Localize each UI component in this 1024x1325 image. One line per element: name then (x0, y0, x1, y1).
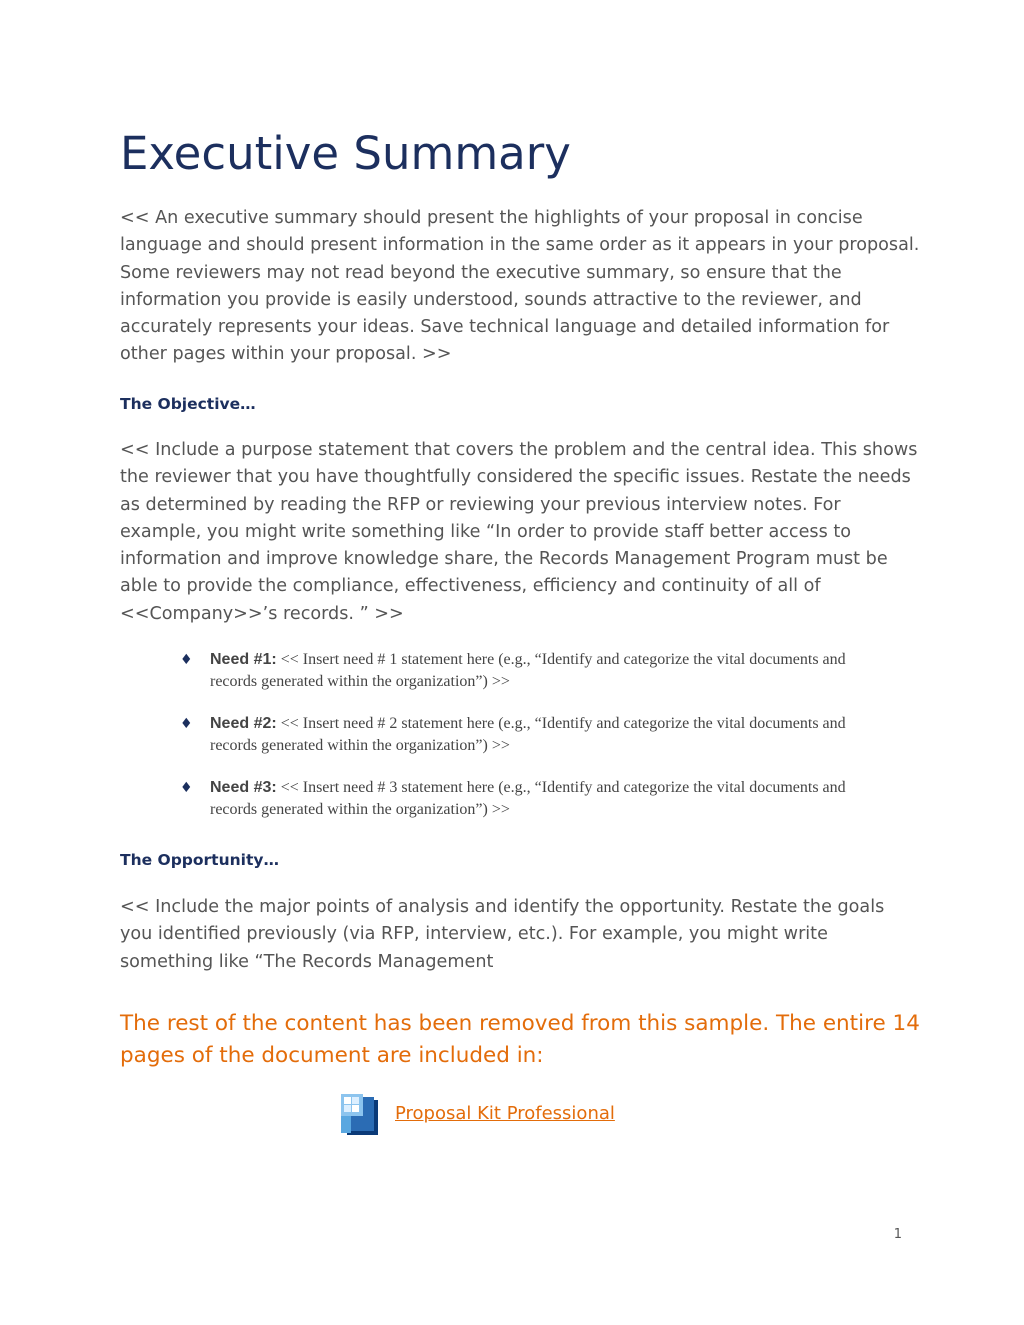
need-text-block (210, 777, 870, 821)
objective-paragraph: << Include a purpose statement that covers the problem and the central idea. This shows the reviewer that you have thoughtfully considered the specific issues. Restate the needs as determined by reading the RFP or reviewing your previous interview notes. For example, you might write something like “In order to provide staff better access to information and improve knowledge share, the Records Management Program must be able to provide the compliance, effectiveness, efficiency and continuity of all of <<Company>>’s records. ” >> (120, 440, 918, 624)
diamond-bullet-icon: ♦ (180, 716, 193, 732)
need-label: Need #1: (210, 651, 277, 668)
diamond-bullet-icon: ♦ (180, 780, 193, 796)
opportunity-heading: The Opportunity… (120, 851, 279, 869)
need-statement: << Insert need # 1 statement here (e.g., “Identify and categorize the vital documents and records generated within the organization”) >> (210, 651, 846, 690)
objective-heading: The Objective… (120, 395, 256, 413)
page-number: 1 (893, 1227, 902, 1242)
proposal-kit-logo-icon[interactable] (341, 1094, 379, 1136)
need-label: Need #3: (210, 779, 277, 796)
opportunity-paragraph: << Include the major points of analysis and identify the opportunity. Restate the goals you identified previously (via RFP, interview, etc.). For example, you might write something like “The Records Management (120, 897, 885, 972)
need-label: Need #2: (210, 715, 277, 732)
need-text-block (210, 713, 870, 757)
need-statement: << Insert need # 2 statement here (e.g., “Identify and categorize the vital documents and records generated within the organization”) >> (210, 715, 846, 754)
page-title: Executive Summary (120, 127, 571, 180)
proposal-kit-professional-link[interactable]: Proposal Kit Professional (395, 1103, 615, 1124)
sample-notice: The rest of the content has been removed from this sample. The entire 14 pages of the document are included in: (120, 1011, 920, 1068)
need-statement: << Insert need # 3 statement here (e.g., “Identify and categorize the vital documents and records generated within the organization”) >> (210, 779, 846, 818)
intro-paragraph: << An executive summary should present the highlights of your proposal in concise language and should present information in the same order as it appears in your proposal. Some reviewers may not read beyond the executive summary, so ensure that the information you provide is easily understood, sounds attractive to the reviewer, and accurately represents your ideas. Save technical language and detailed information for other pages within your proposal. >> (120, 208, 920, 365)
diamond-bullet-icon: ♦ (180, 652, 193, 668)
need-text-block (210, 649, 870, 693)
